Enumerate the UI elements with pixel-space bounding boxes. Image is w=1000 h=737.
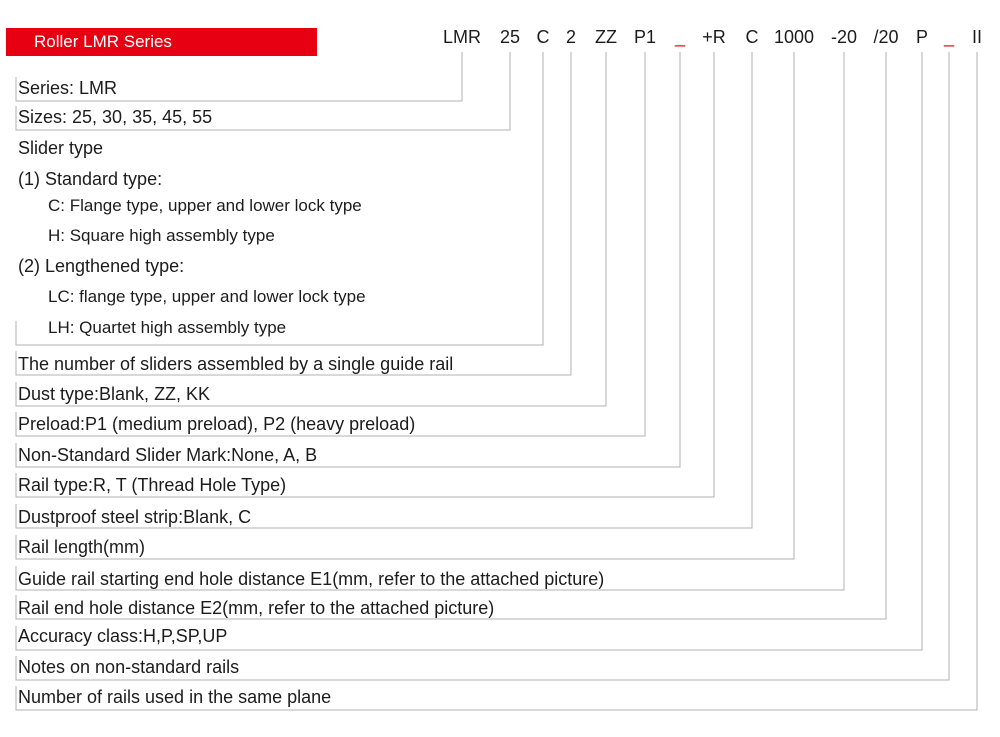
item-e2: Rail end hole distance E2(mm, refer to the attached picture) — [18, 598, 495, 618]
code-dustproof-strip: C — [745, 27, 759, 47]
item-non-standard-rail: Notes on non-standard rails — [18, 657, 240, 677]
item-rail-length: Rail length(mm) — [18, 537, 146, 557]
code-e1: -20 — [830, 27, 858, 47]
item-type-lc: LC: flange type, upper and lower lock type — [48, 287, 366, 306]
code-dust-type: ZZ — [595, 27, 617, 47]
leader-accuracy — [16, 52, 922, 650]
code-preload: P1 — [633, 27, 657, 47]
item-series: Series: LMR — [18, 78, 118, 98]
item-lengthened-type: (2) Lengthened type: — [18, 256, 185, 276]
item-slider-count: The number of sliders assembled by a single guide rail — [18, 354, 454, 374]
code-slider-type: C — [536, 27, 550, 47]
item-type-c: C: Flange type, upper and lower lock type — [48, 196, 362, 215]
code-e2: /20 — [873, 27, 899, 47]
item-non-standard-slider: Non-Standard Slider Mark:None, A, B — [18, 445, 318, 465]
code-rail-type: +R — [702, 27, 726, 47]
item-rails-in-plane: Number of rails used in the same plane — [18, 687, 332, 707]
code-rail-length: 1000 — [773, 27, 815, 47]
item-type-lh: LH: Quartet high assembly type — [48, 318, 287, 337]
item-sizes: Sizes: 25, 30, 35, 45, 55 — [18, 107, 213, 127]
code-accuracy: P — [915, 27, 929, 47]
item-accuracy: Accuracy class:H,P,SP,UP — [18, 626, 228, 646]
item-rail-type: Rail type:R, T (Thread Hole Type) — [18, 475, 287, 495]
item-dust-type: Dust type:Blank, ZZ, KK — [18, 384, 211, 404]
item-e1: Guide rail starting end hole distance E1(mm, refer to the attached picture) — [18, 569, 605, 589]
item-preload: Preload:P1 (medium preload), P2 (heavy preload) — [18, 414, 416, 434]
code-size: 25 — [499, 27, 521, 47]
item-standard-type: (1) Standard type: — [18, 169, 163, 189]
item-dustproof-strip: Dustproof steel strip:Blank, C — [18, 507, 252, 527]
code-slider-count: 2 — [565, 27, 577, 47]
series-banner: Roller LMR Series — [6, 28, 317, 56]
code-rails-in-plane: II — [971, 27, 983, 47]
code-non-standard-rail: _ — [943, 27, 955, 47]
code-series: LMR — [442, 27, 482, 47]
item-slider-type: Slider type — [18, 138, 104, 158]
code-non-standard-slider: _ — [674, 27, 686, 47]
item-type-h: H: Square high assembly type — [48, 226, 275, 245]
